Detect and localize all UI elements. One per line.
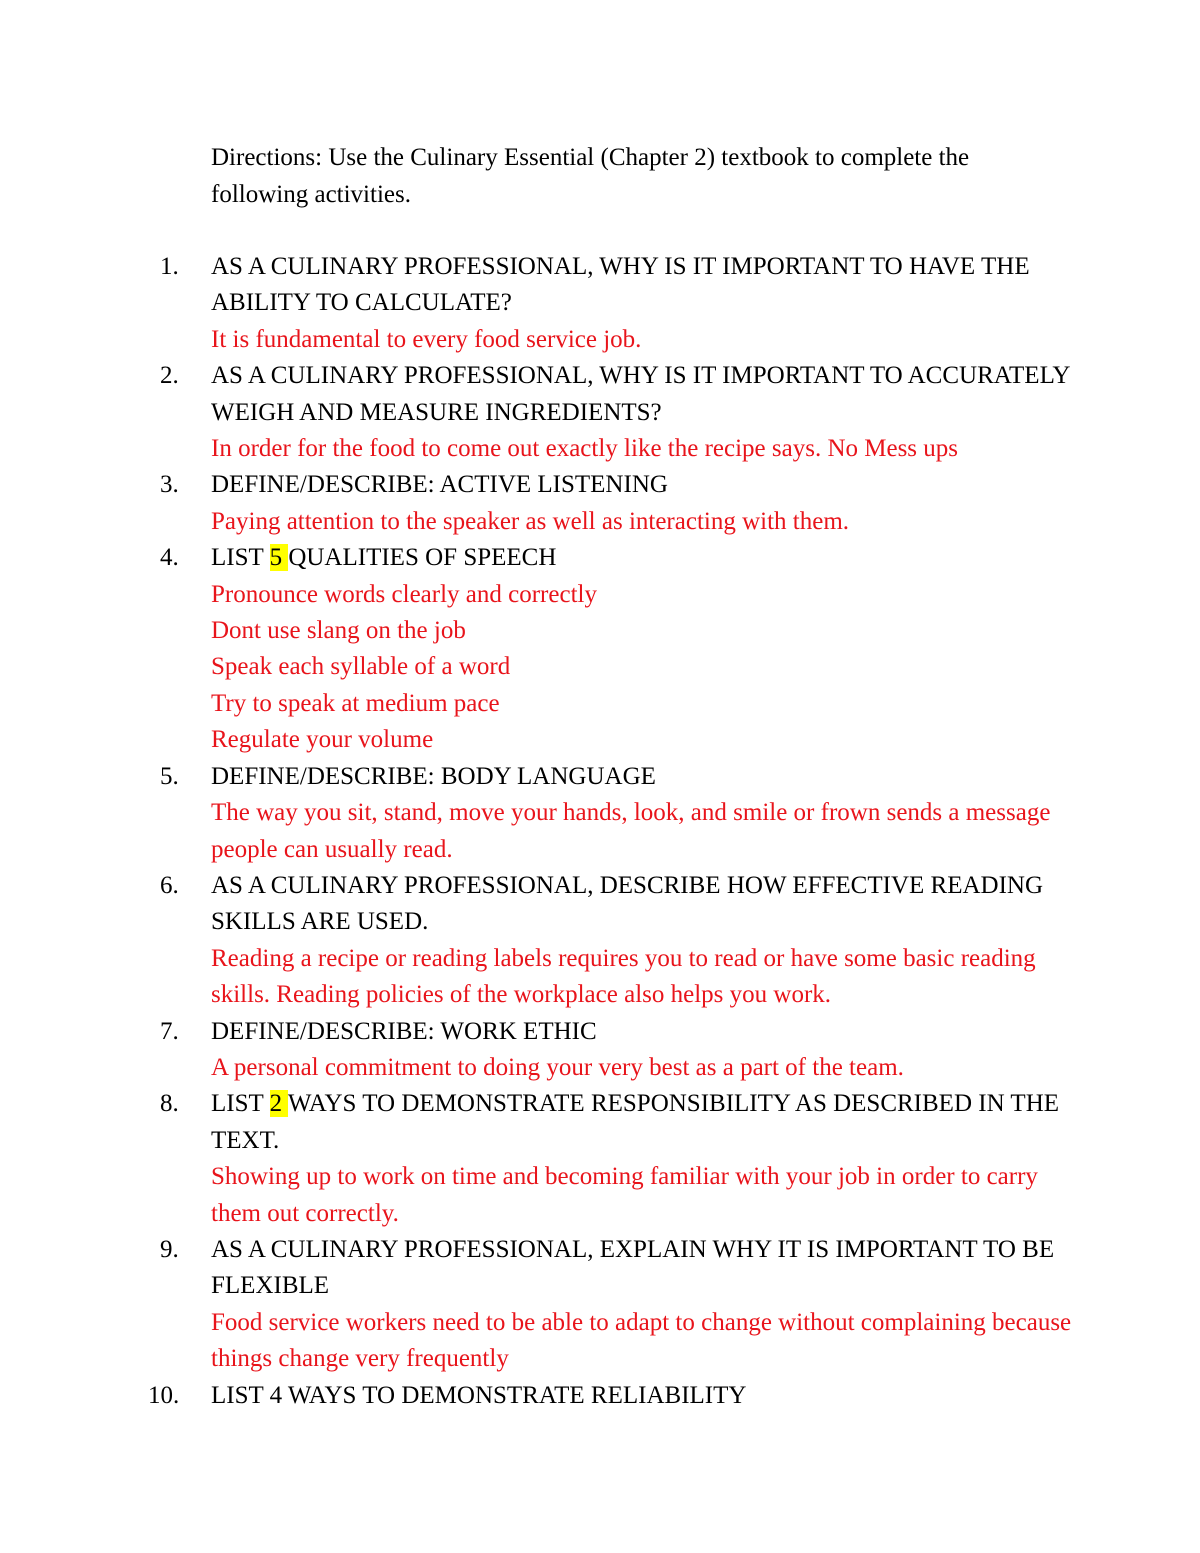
question-text: LIST 4 WAYS TO DEMONSTRATE RELIABILITY [211, 1381, 747, 1409]
question-text-after: WAYS TO DEMONSTRATE RESPONSIBILITY AS DESCRIBED IN THE TEXT. [211, 1090, 1060, 1154]
directions-label: Directions: Use the Culinary Essential (Chapter 2) textbook to complete the following activities. [211, 144, 970, 208]
answer-line: It is fundamental to every food service job. [211, 325, 642, 353]
answer-line: Try to speak at medium pace [211, 689, 500, 717]
question-number: 6. [160, 871, 179, 899]
question-number: 9. [160, 1235, 179, 1263]
question-item-8 [160, 1086, 1080, 1232]
question-item-9 [160, 1232, 1080, 1378]
question-text: AS A CULINARY PROFESSIONAL, EXPLAIN WHY IT IS IMPORTANT TO BE FLEXIBLE [211, 1235, 1055, 1300]
answer-line: A personal commitment to doing your very best as a part of the team. [211, 1053, 904, 1081]
question-item-10 [148, 1378, 1080, 1414]
question-item-3 [160, 467, 1080, 540]
directions-text [211, 139, 1071, 213]
question-list [148, 249, 1080, 1414]
question-item-5 [160, 759, 1080, 868]
question-number: 10. [148, 1381, 180, 1409]
question-item-6 [160, 868, 1080, 1014]
question-number: 7. [160, 1017, 179, 1045]
question-text: DEFINE/DESCRIBE: BODY LANGUAGE [211, 762, 656, 790]
answer-line: Reading a recipe or reading labels requires you to read or have some basic reading skills. Reading policies of the workplace also helps you work. [211, 944, 1036, 1009]
question-item-1 [160, 249, 1080, 358]
question-text: DEFINE/DESCRIBE: ACTIVE LISTENING [211, 471, 668, 499]
question-text: AS A CULINARY PROFESSIONAL, WHY IS IT IMPORTANT TO HAVE THE ABILITY TO CALCULATE? [211, 253, 1030, 317]
question-number: 3. [160, 471, 179, 499]
question-number: 4. [160, 544, 179, 572]
answer-line: Paying attention to the speaker as well as interacting with them. [211, 507, 850, 535]
question-text: AS A CULINARY PROFESSIONAL, WHY IS IT IMPORTANT TO ACCURATELY WEIGH AND MEASURE INGREDIENTS? [211, 362, 1070, 426]
question-number: 2. [160, 362, 179, 390]
answer-line: Dont use slang on the job [211, 617, 466, 645]
question-text-after: QUALITIES OF SPEECH [288, 544, 557, 572]
question-text [211, 540, 1080, 576]
highlighted-count: 5 [269, 544, 289, 572]
highlighted-count: 2 [269, 1090, 288, 1118]
question-item-4 [160, 540, 1080, 758]
question-text-before: LIST [211, 1090, 270, 1118]
answer-line: The way you sit, stand, move your hands, look, and smile or frown sends a message people can usually read. [211, 799, 1051, 863]
question-number: 8. [160, 1090, 179, 1118]
question-item-2 [160, 358, 1080, 467]
answer-line: Showing up to work on time and becoming familiar with your job in order to carry them out correctly. [211, 1163, 1038, 1227]
question-number: 5. [160, 762, 179, 790]
answer-line: Regulate your volume [211, 726, 434, 754]
question-text: AS A CULINARY PROFESSIONAL, DESCRIBE HOW EFFECTIVE READING SKILLS ARE USED. [211, 871, 1044, 936]
question-text [211, 1086, 1080, 1159]
answer-line: Food service workers need to be able to adapt to change without complaining because things change very frequently [211, 1308, 1072, 1373]
question-item-7 [160, 1014, 1080, 1087]
answer-line: Speak each syllable of a word [211, 653, 511, 681]
question-text: DEFINE/DESCRIBE: WORK ETHIC [211, 1017, 597, 1045]
answer-line: In order for the food to come out exactly like the recipe says. No Mess ups [211, 435, 959, 463]
question-text-before: LIST [211, 544, 270, 572]
question-number: 1. [160, 253, 179, 280]
answer-line: Pronounce words clearly and correctly [211, 580, 597, 608]
